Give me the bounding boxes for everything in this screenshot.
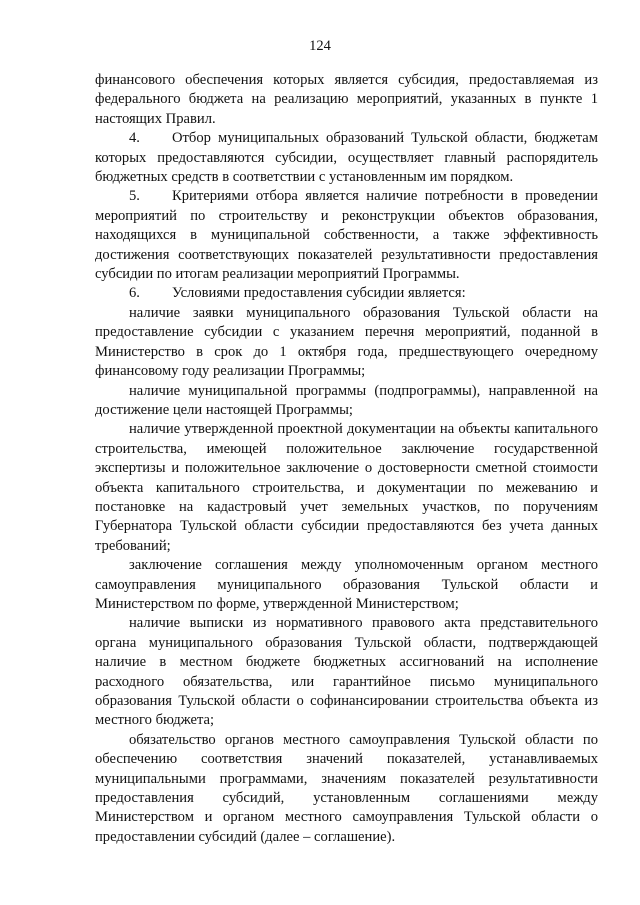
condition-item-agreement: заключение соглашения между уполномоченным органом местного самоуправления муниципального образования Тульской области и Министерством по форме, утвержденной Министерством; (95, 557, 598, 612)
condition-item-budget-extract: наличие выписки из нормативного правового акта представительного органа муниципального образования Тульской области, подтверждающей наличие в местном бюджете бюджетных ассигнований на исполнение расходного обязательства, или гарантийное письмо муниципального образования Тульской области о софинансировании строительства объекта из местного бюджета; (95, 615, 598, 729)
paragraph-text: Критериями отбора является наличие потребности в проведении мероприятий по строительству и реконструкции объектов образования, находящихся в муниципальной собственности, а также эффективность достижения соответствующих показателей результативности предоставления субсидии по итогам реализации мероприятий Программы. (95, 188, 598, 283)
paragraph-text: Условиями предоставления субсидии является: (172, 285, 466, 302)
paragraph-number: 4. (129, 130, 140, 147)
page-number: 124 (309, 38, 331, 54)
condition-item-municipal-program: наличие муниципальной программы (подпрограммы), направленной на достижение цели настоящей Программы; (95, 382, 598, 418)
paragraph-4 (95, 129, 598, 187)
paragraph-number: 6. (129, 285, 140, 302)
body-text (95, 71, 598, 847)
condition-item-project-documentation: наличие утвержденной проектной документации на объекты капитального строительства, имеющей положительное заключение государственной экспертизы и положительное заключение о достоверности сметной стоимости объекта капитального строительства, и документации по межеванию и постановке на кадастровый учет земельных участков, по поручениям Губернатора Тульской области субсидии предоставляются без учета данных требований; (95, 421, 598, 554)
paragraph-number: 5. (129, 188, 140, 205)
paragraph-6 (95, 284, 598, 303)
paragraph-text: Отбор муниципальных образований Тульской области, бюджетам которых предоставляются субсидии, осуществляет главный распорядитель бюджетных средств в соответствии с установленным им порядком. (95, 130, 598, 186)
condition-item-application: наличие заявки муниципального образования Тульской области на предоставление субсидии с указанием перечня мероприятий, поданной в Министерство в срок до 1 октября года, предшествующего очередному финансовому году реализации Программы; (95, 304, 598, 380)
paragraph-5 (95, 187, 598, 284)
condition-item-obligation: обязательство органов местного самоуправления Тульской области по обеспечению соответствия значений показателей, устанавливаемых муниципальными программами, значениям показателей результативности предоставления субсидий, установленным соглашениями между Министерством и органом местного самоуправления Тульской области о предоставлении субсидий (далее – соглашение). (95, 731, 598, 845)
paragraph-continuation: финансового обеспечения которых является субсидия, предоставляемая из федерального бюджета на реализацию мероприятий, указанных в пункте 1 настоящих Правил. (95, 72, 598, 127)
